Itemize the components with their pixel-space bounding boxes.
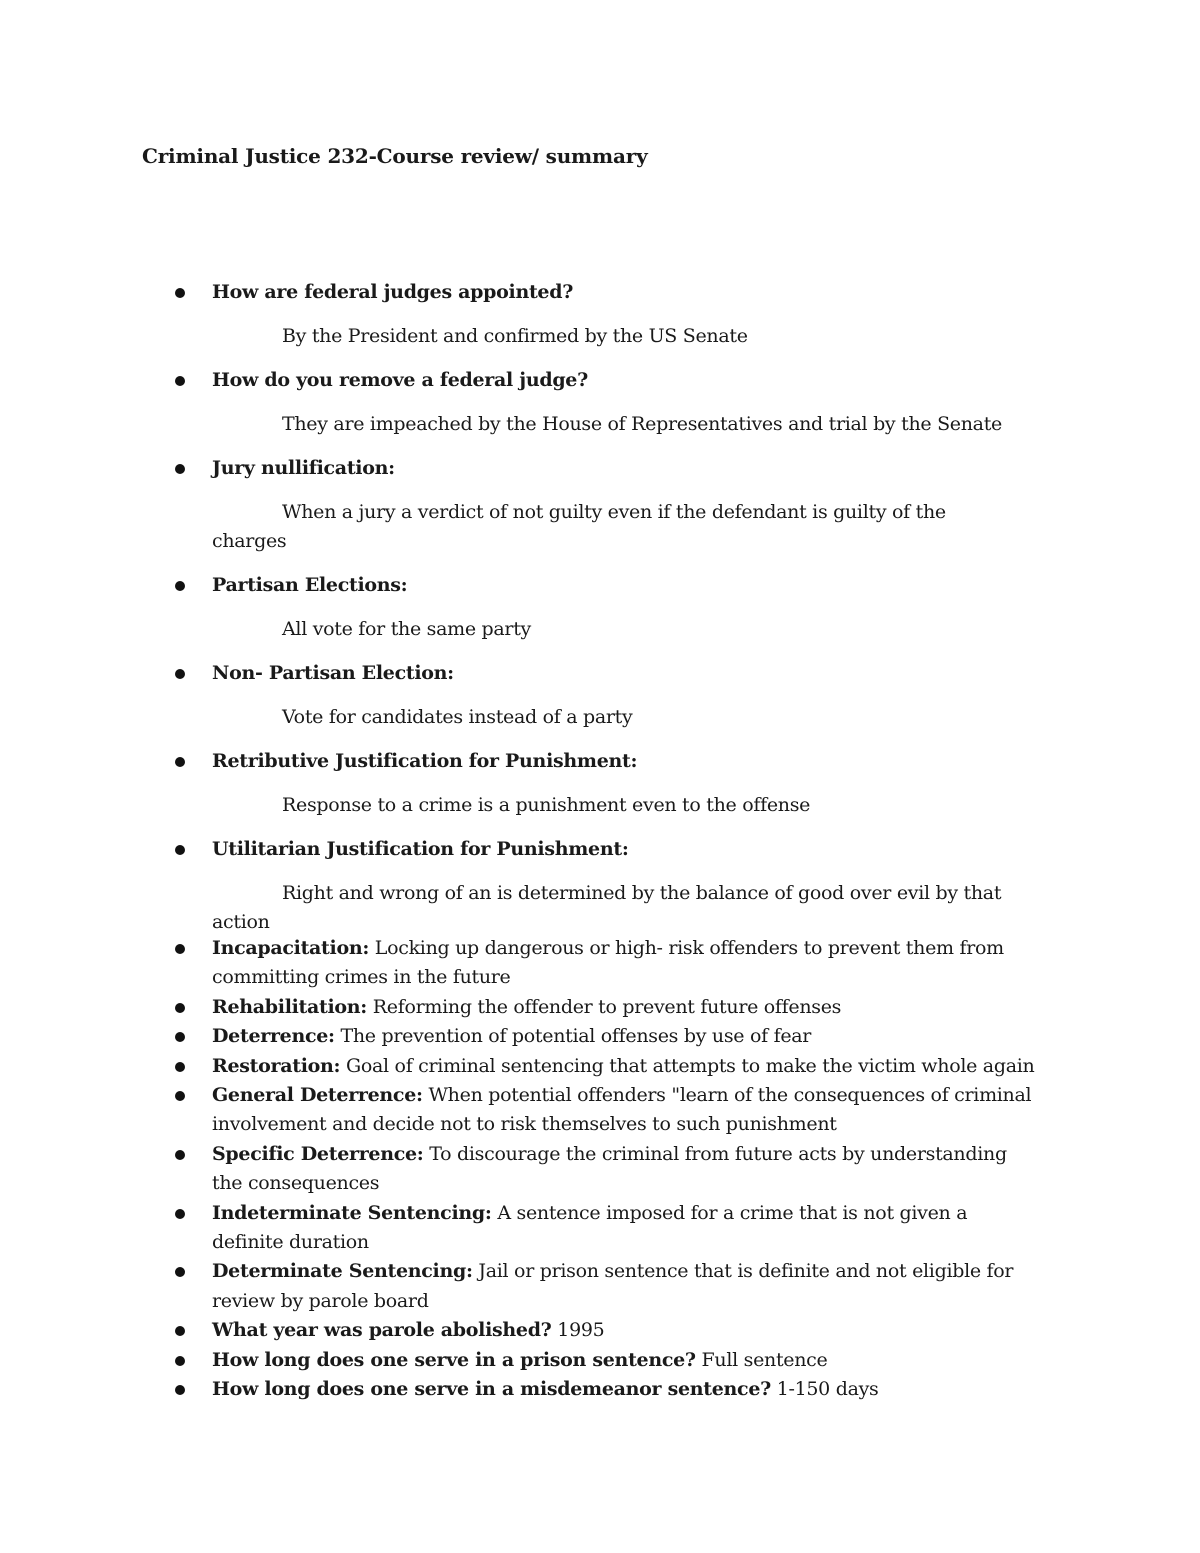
list-item	[0, 278, 1200, 351]
definition-text: When potential offenders "learn of the consequences of criminal involvement and decide not to risk themselves to such punishment	[212, 1084, 1032, 1136]
bullet-icon	[175, 1385, 185, 1395]
question-text: How are federal judges appointed?	[212, 281, 574, 303]
bullet-icon	[175, 1209, 185, 1219]
definition-text: To discourage the criminal from future acts by understanding the consequences	[212, 1142, 1007, 1195]
list-item	[0, 747, 1200, 820]
definition-text: Full sentence	[701, 1348, 828, 1371]
list-item	[0, 1081, 1037, 1140]
list-item	[0, 835, 1200, 937]
question-text: How do you remove a federal judge?	[212, 369, 588, 391]
question-text: Utilitarian Justification for Punishment:	[212, 838, 629, 860]
definition-term: What year was parole abolished?	[212, 1319, 552, 1342]
list-item	[0, 1346, 1037, 1375]
list-item	[0, 1022, 1037, 1051]
list-item	[0, 1052, 1037, 1081]
question-text: Jury nullification:	[212, 457, 395, 479]
bullet-icon	[175, 288, 185, 298]
definition-term: Indeterminate Sentencing:	[212, 1201, 492, 1224]
list-item	[0, 454, 1200, 556]
list-item	[0, 993, 1037, 1022]
answer-text: When a jury a verdict of not guilty even if the defendant is guilty of the charges	[212, 501, 946, 552]
definition-text: 1-150 days	[776, 1378, 879, 1401]
bullet-icon	[175, 1326, 185, 1336]
list-item	[0, 1257, 1037, 1316]
definition-term: Incapacitation:	[212, 937, 370, 959]
answer-text: Right and wrong of an is determined by the balance of good over evil by that action	[212, 882, 1002, 933]
bullet-icon	[175, 845, 185, 855]
bullet-icon	[175, 1091, 185, 1101]
definition-text: The prevention of potential offenses by use of fear	[340, 1025, 812, 1048]
bullet-icon	[175, 757, 185, 767]
definition-text: A sentence imposed for a crime that is not given a definite duration	[212, 1201, 968, 1254]
bullet-icon	[175, 1003, 185, 1013]
definition-list	[0, 934, 1200, 1405]
bullet-icon	[175, 1150, 185, 1160]
answer-text: By the President and confirmed by the US Senate	[282, 325, 748, 347]
definition-term: General Deterrence:	[212, 1084, 423, 1107]
bullet-icon	[175, 1062, 185, 1072]
list-item	[0, 1375, 1037, 1404]
list-item	[0, 1199, 1037, 1258]
question-text: Retributive Justification for Punishment:	[212, 750, 638, 772]
question-answer-list	[0, 278, 1200, 952]
bullet-icon	[175, 1356, 185, 1366]
document-title: Criminal Justice 232-Course review/ summary	[142, 144, 648, 168]
bullet-icon	[175, 944, 185, 954]
definition-term: Deterrence:	[212, 1025, 335, 1048]
definition-text: Jail or prison sentence that is definite and not eligible for review by parole board	[212, 1260, 1014, 1312]
question-text: Non- Partisan Election:	[212, 662, 454, 684]
definition-text: Locking up dangerous or high- risk offenders to prevent them from committing crimes in the future	[212, 937, 1004, 989]
definition-term: How long does one serve in a misdemeanor sentence?	[212, 1378, 771, 1401]
question-text: Partisan Elections:	[212, 574, 408, 596]
definition-term: Restoration:	[212, 1054, 341, 1077]
bullet-icon	[175, 669, 185, 679]
list-item	[0, 571, 1200, 644]
answer-text: They are impeached by the House of Representatives and trial by the Senate	[282, 413, 1002, 435]
list-item	[0, 1140, 1037, 1199]
bullet-icon	[175, 1267, 185, 1277]
answer-text: All vote for the same party	[282, 618, 531, 640]
definition-term: Determinate Sentencing:	[212, 1260, 473, 1283]
definition-term: Rehabilitation:	[212, 995, 368, 1018]
bullet-icon	[175, 581, 185, 591]
answer-text: Vote for candidates instead of a party	[282, 706, 633, 728]
list-item	[0, 1316, 1037, 1345]
bullet-icon	[175, 376, 185, 386]
list-item	[0, 366, 1200, 439]
answer-text: Response to a crime is a punishment even to the offense	[282, 794, 811, 816]
definition-text: 1995	[557, 1319, 605, 1342]
list-item	[0, 934, 1037, 993]
bullet-icon	[175, 1032, 185, 1042]
definition-term: How long does one serve in a prison sentence?	[212, 1348, 696, 1371]
bullet-icon	[175, 464, 185, 474]
list-item	[0, 659, 1200, 732]
definition-text: Reforming the offender to prevent future offenses	[372, 995, 842, 1018]
definition-text: Goal of criminal sentencing that attempts to make the victim whole again	[346, 1054, 1035, 1077]
definition-term: Specific Deterrence:	[212, 1142, 424, 1165]
